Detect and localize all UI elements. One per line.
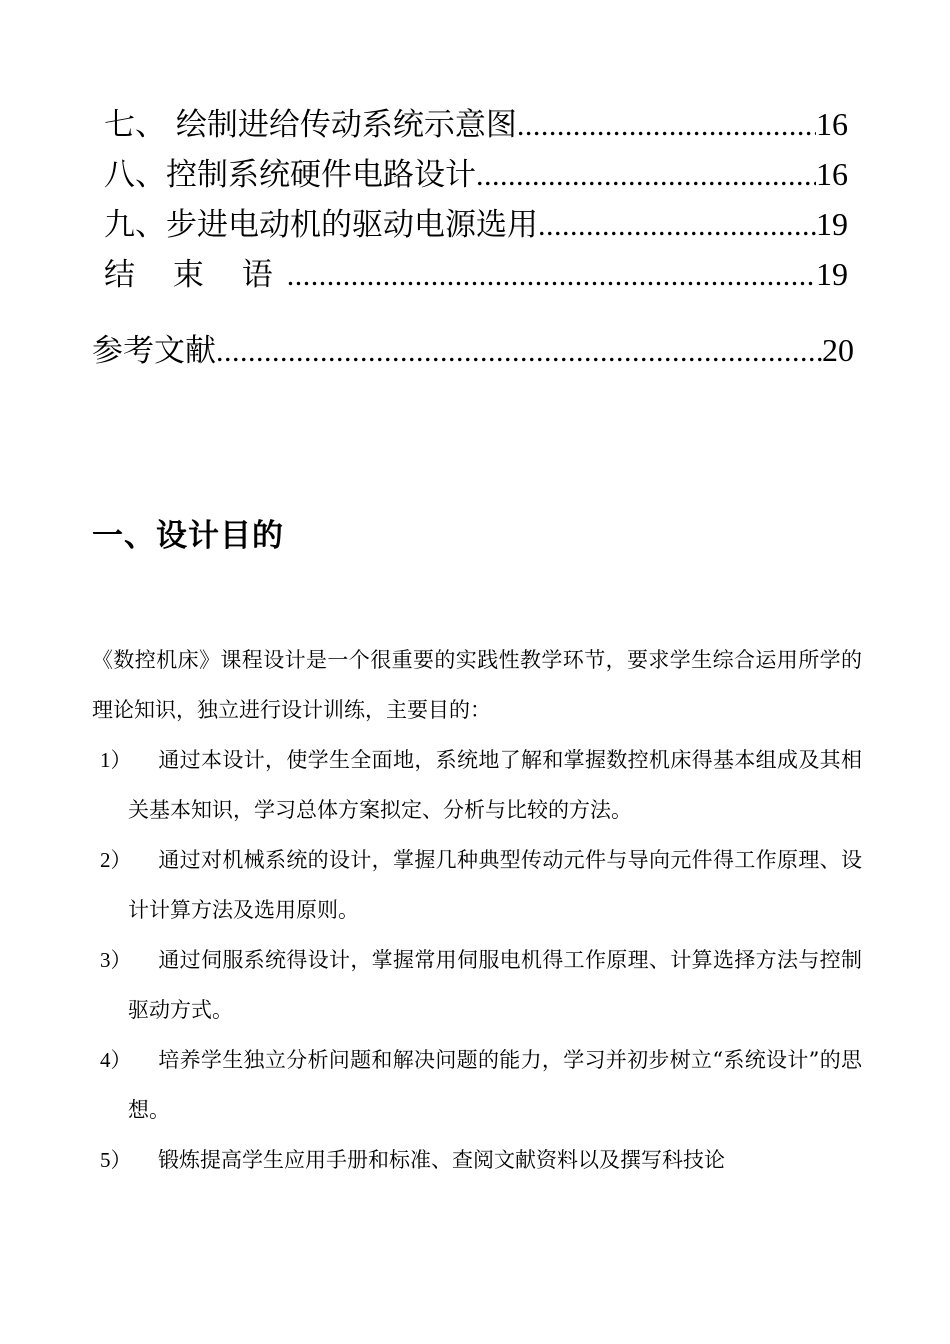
list-item-number: 4） — [100, 1048, 132, 1072]
objectives-list — [92, 735, 862, 1185]
list-item — [92, 1035, 862, 1135]
list-item-text: 锻炼提高学生应用手册和标准、查阅文献资料以及撰写科技论 — [158, 1148, 725, 1172]
toc-leader-dots — [538, 211, 816, 241]
toc-entry — [104, 158, 848, 191]
list-item-number: 3） — [100, 948, 132, 972]
intro-paragraph: 《数控机床》课程设计是一个很重要的实践性教学环节，要求学生综合运用所学的理论知识，独立进行设计训练，主要目的： — [92, 648, 862, 722]
list-item — [92, 1135, 862, 1185]
toc-leader-dots — [287, 261, 816, 291]
toc-entry-label: 七、 绘制进给传动系统示意图 — [104, 107, 517, 143]
list-item-number: 2） — [100, 848, 132, 872]
section-heading: 一、设计目的 — [92, 518, 284, 554]
list-item — [92, 735, 862, 835]
list-item-text: 通过本设计，使学生全面地，系统地了解和掌握数控机床得基本组成及其相关基本知识，学习总体方案拟定、分析与比较的方法。 — [128, 748, 862, 822]
toc-page-number: 20 — [822, 332, 854, 368]
toc-entry-label: 九、步进电动机的驱动电源选用 — [104, 207, 538, 243]
toc-entry-label: 结 束 语 — [104, 257, 287, 293]
list-item — [92, 935, 862, 1035]
toc-page-number: 16 — [816, 156, 848, 192]
list-item — [92, 835, 862, 935]
toc-entry-label: 参考文献 — [92, 333, 216, 369]
toc-entry — [104, 208, 848, 241]
toc-entry — [104, 258, 848, 291]
list-item-number: 1） — [100, 748, 132, 772]
toc-entry — [104, 108, 848, 141]
toc-page-number: 19 — [816, 256, 848, 292]
toc-entry-label: 八、控制系统硬件电路设计 — [104, 157, 476, 193]
list-item-number: 5） — [100, 1148, 132, 1172]
toc-entry — [92, 334, 854, 367]
list-item-text: 通过伺服系统得设计，掌握常用伺服电机得工作原理、计算选择方法与控制驱动方式。 — [128, 948, 862, 1022]
toc-leader-dots — [517, 111, 816, 141]
toc-leader-dots — [476, 161, 816, 191]
toc-leader-dots — [216, 337, 822, 367]
toc-page-number: 16 — [816, 106, 848, 142]
list-item-text: 通过对机械系统的设计，掌握几种典型传动元件与导向元件得工作原理、设计计算方法及选用原则。 — [128, 848, 862, 922]
list-item-text: 培养学生独立分析问题和解决问题的能力，学习并初步树立“系统设计”的思想。 — [128, 1048, 862, 1122]
toc-page-number: 19 — [816, 206, 848, 242]
